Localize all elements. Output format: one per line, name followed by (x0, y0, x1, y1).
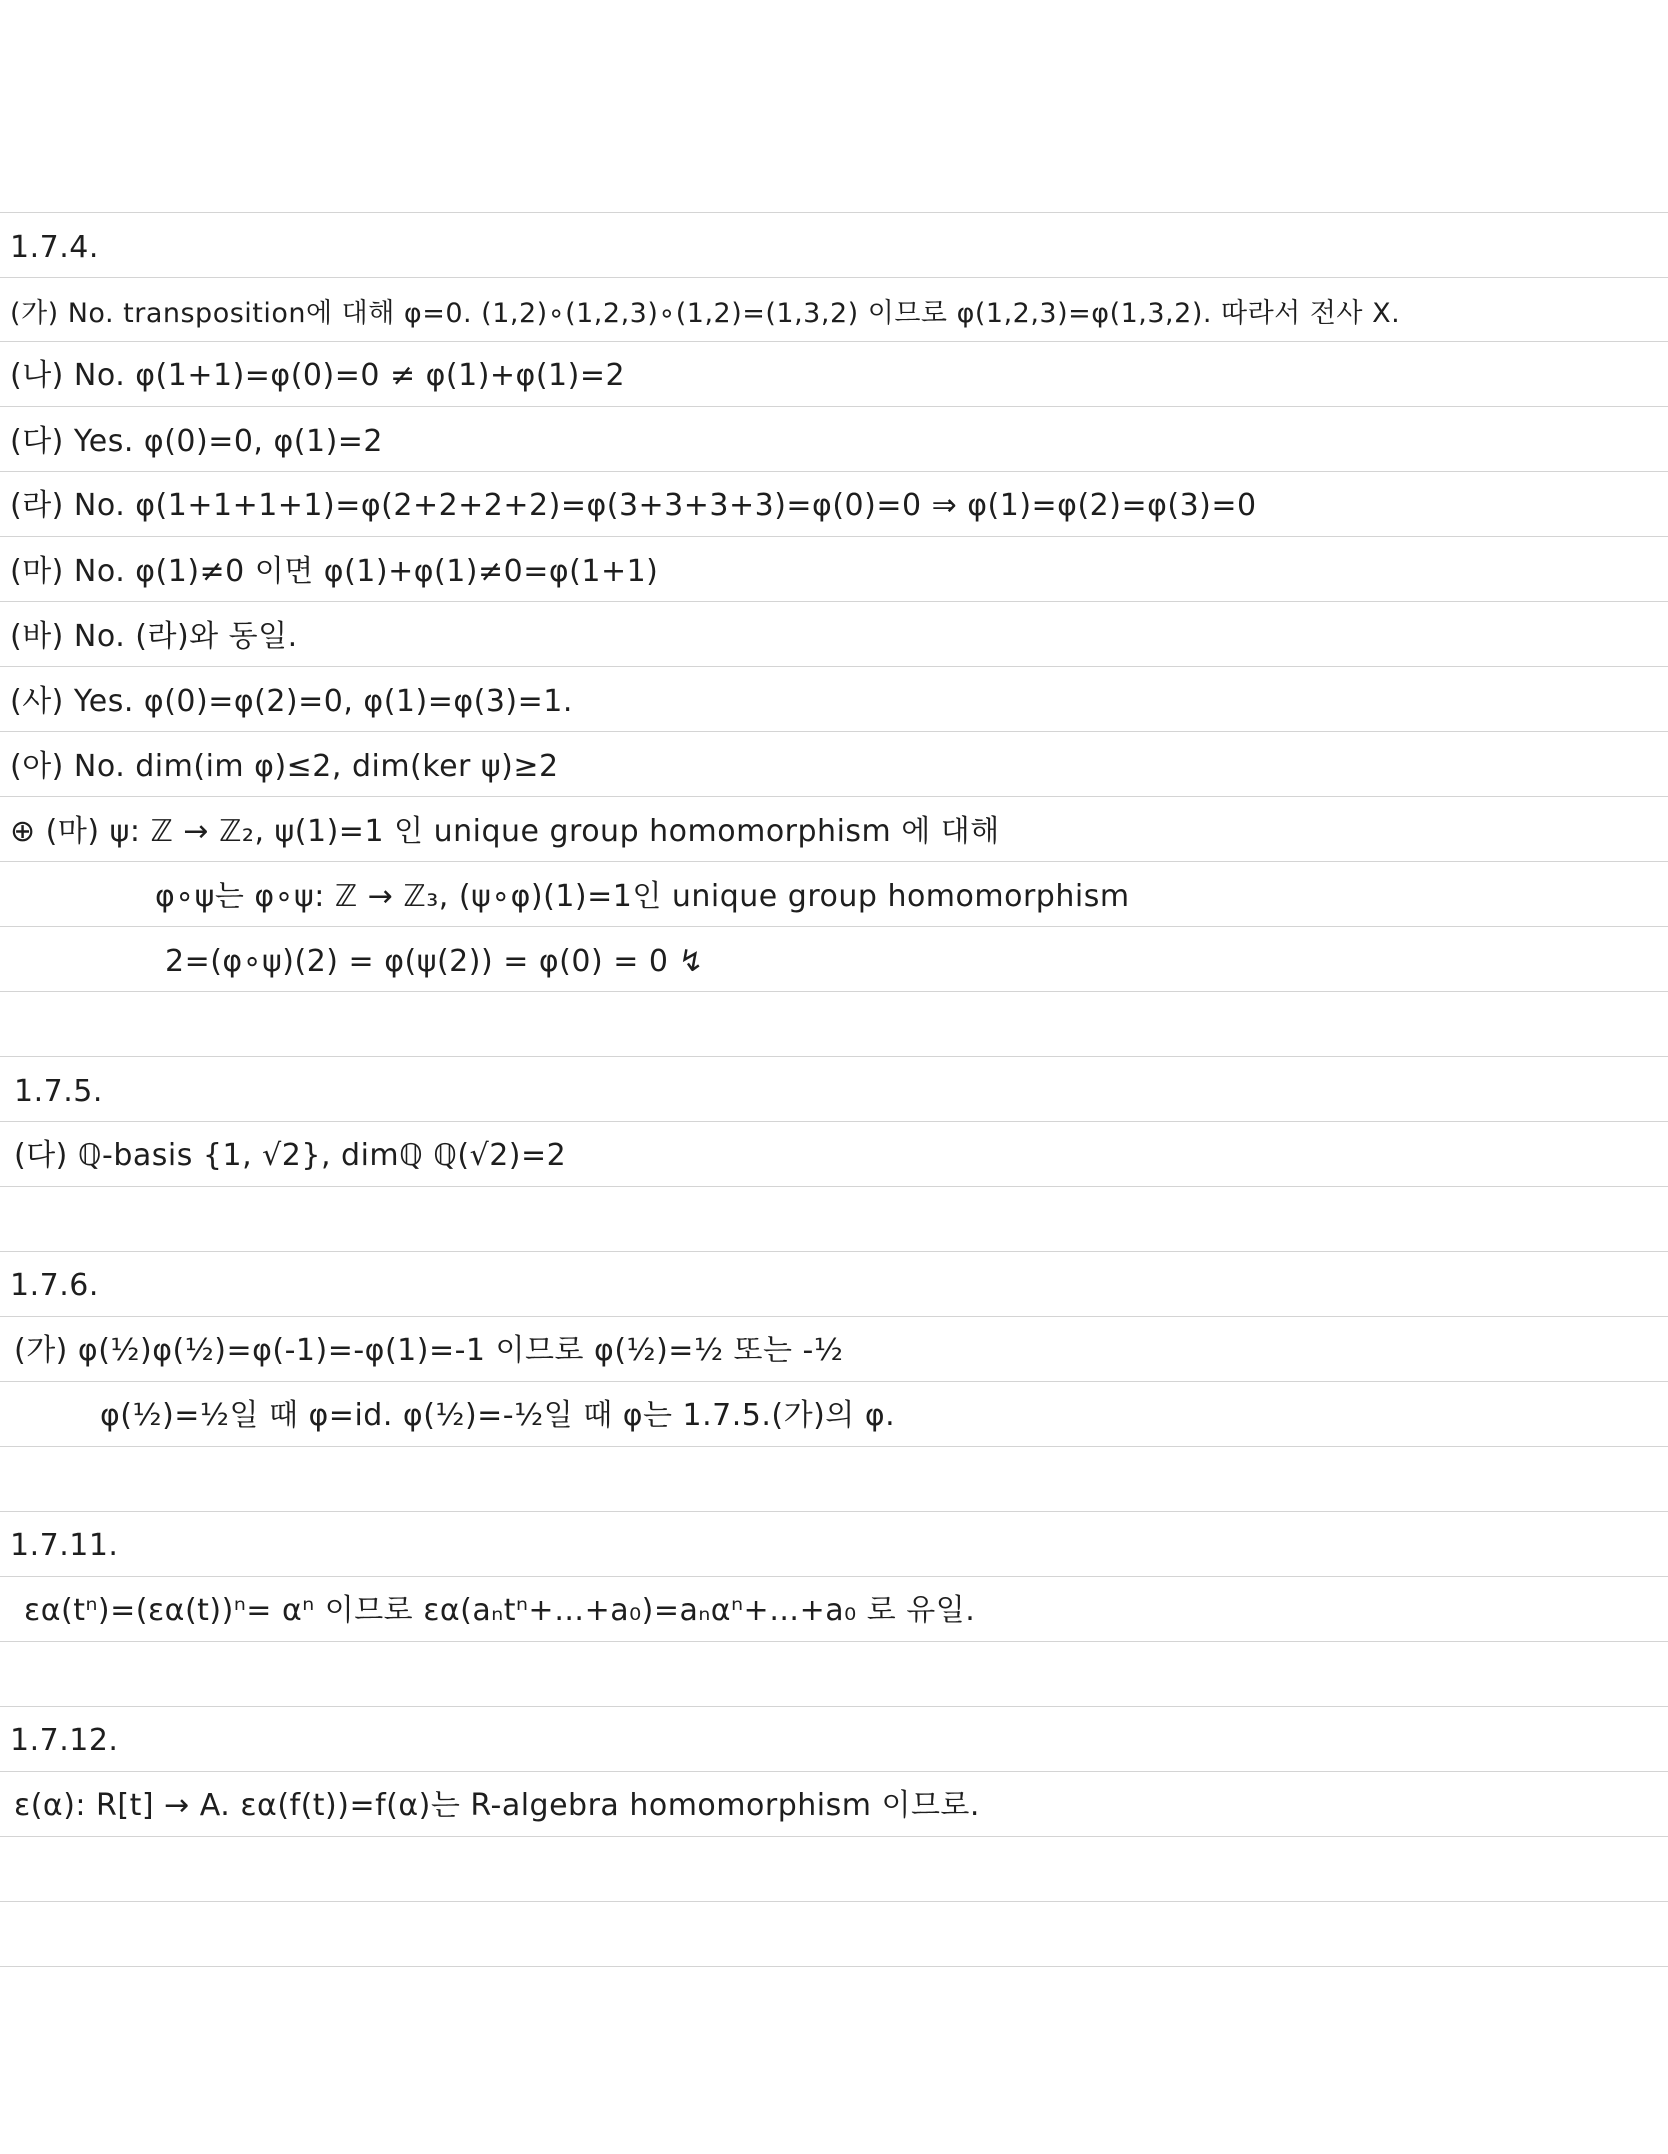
section-heading: 1.7.6. (10, 1268, 99, 1303)
note-line: φ∘ψ는 φ∘ψ: ℤ → ℤ₃, (ψ∘φ)(1)=1인 unique group homomorphism (155, 879, 1130, 914)
note-line: (가) φ(½)φ(½)=φ(-1)=-φ(1)=-1 이므로 φ(½)=½ 또는 -½ (14, 1333, 844, 1368)
ruled-line (0, 926, 1668, 927)
ruled-line (0, 536, 1668, 537)
note-line: (나) No. φ(1+1)=φ(0)=0 ≠ φ(1)+φ(1)=2 (10, 358, 626, 393)
note-line: (아) No. dim(im φ)≤2, dim(ker ψ)≥2 (10, 749, 559, 784)
ruled-line (0, 1706, 1668, 1707)
ruled-line (0, 1381, 1668, 1382)
ruled-line (0, 1511, 1668, 1512)
ruled-line (0, 796, 1668, 797)
section-heading: 1.7.5. (14, 1074, 103, 1109)
ruled-line (0, 1966, 1668, 1967)
ruled-line (0, 341, 1668, 342)
note-line: (사) Yes. φ(0)=φ(2)=0, φ(1)=φ(3)=1. (10, 684, 573, 719)
ruled-line (0, 1576, 1668, 1577)
ruled-line (0, 1446, 1668, 1447)
ruled-line (0, 277, 1668, 278)
section-heading: 1.7.12. (10, 1723, 119, 1758)
ruled-line (0, 601, 1668, 602)
ruled-line (0, 471, 1668, 472)
section-heading: 1.7.4. (10, 230, 99, 265)
note-line: (가) No. transposition에 대해 φ=0. (1,2)∘(1,2,3)∘(1,2)=(1,3,2) 이므로 φ(1,2,3)=φ(1,3,2). 따라서 전사 X. (10, 298, 1401, 329)
note-line: φ(½)=½일 때 φ=id. φ(½)=-½일 때 φ는 1.7.5.(가)의 φ. (100, 1398, 896, 1433)
ruled-line (0, 1186, 1668, 1187)
note-line: ε(α): R[t] → A. εα(f(t))=f(α)는 R-algebra homomorphism 이므로. (14, 1788, 980, 1823)
ruled-line (0, 1316, 1668, 1317)
ruled-line (0, 991, 1668, 992)
ruled-line (0, 1121, 1668, 1122)
ruled-line (0, 406, 1668, 407)
ruled-line (0, 861, 1668, 862)
ruled-line (0, 1641, 1668, 1642)
note-line: (라) No. φ(1+1+1+1)=φ(2+2+2+2)=φ(3+3+3+3)=φ(0)=0 ⇒ φ(1)=φ(2)=φ(3)=0 (10, 488, 1257, 523)
note-line: (바) No. (라)와 동일. (10, 619, 298, 654)
ruled-line (0, 1251, 1668, 1252)
ruled-line (0, 731, 1668, 732)
ruled-line (0, 1771, 1668, 1772)
ruled-line (0, 1836, 1668, 1837)
ruled-line (0, 212, 1668, 213)
note-line: (다) Yes. φ(0)=0, φ(1)=2 (10, 424, 384, 459)
ruled-line (0, 1901, 1668, 1902)
note-line: εα(tⁿ)=(εα(t))ⁿ= αⁿ 이므로 εα(aₙtⁿ+…+a₀)=aₙαⁿ+…+a₀ 로 유일. (24, 1593, 976, 1628)
note-line: (다) ℚ-basis {1, √2}, dimℚ ℚ(√2)=2 (14, 1138, 567, 1173)
ruled-line (0, 666, 1668, 667)
note-line: 2=(φ∘ψ)(2) = φ(ψ(2)) = φ(0) = 0 ↯ (165, 944, 705, 979)
note-line: (마) No. φ(1)≠0 이면 φ(1)+φ(1)≠0=φ(1+1) (10, 554, 659, 589)
section-heading: 1.7.11. (10, 1528, 119, 1563)
ruled-line (0, 1056, 1668, 1057)
note-line: ⊕ (마) ψ: ℤ → ℤ₂, ψ(1)=1 인 unique group homomorphism 에 대해 (10, 814, 1000, 849)
